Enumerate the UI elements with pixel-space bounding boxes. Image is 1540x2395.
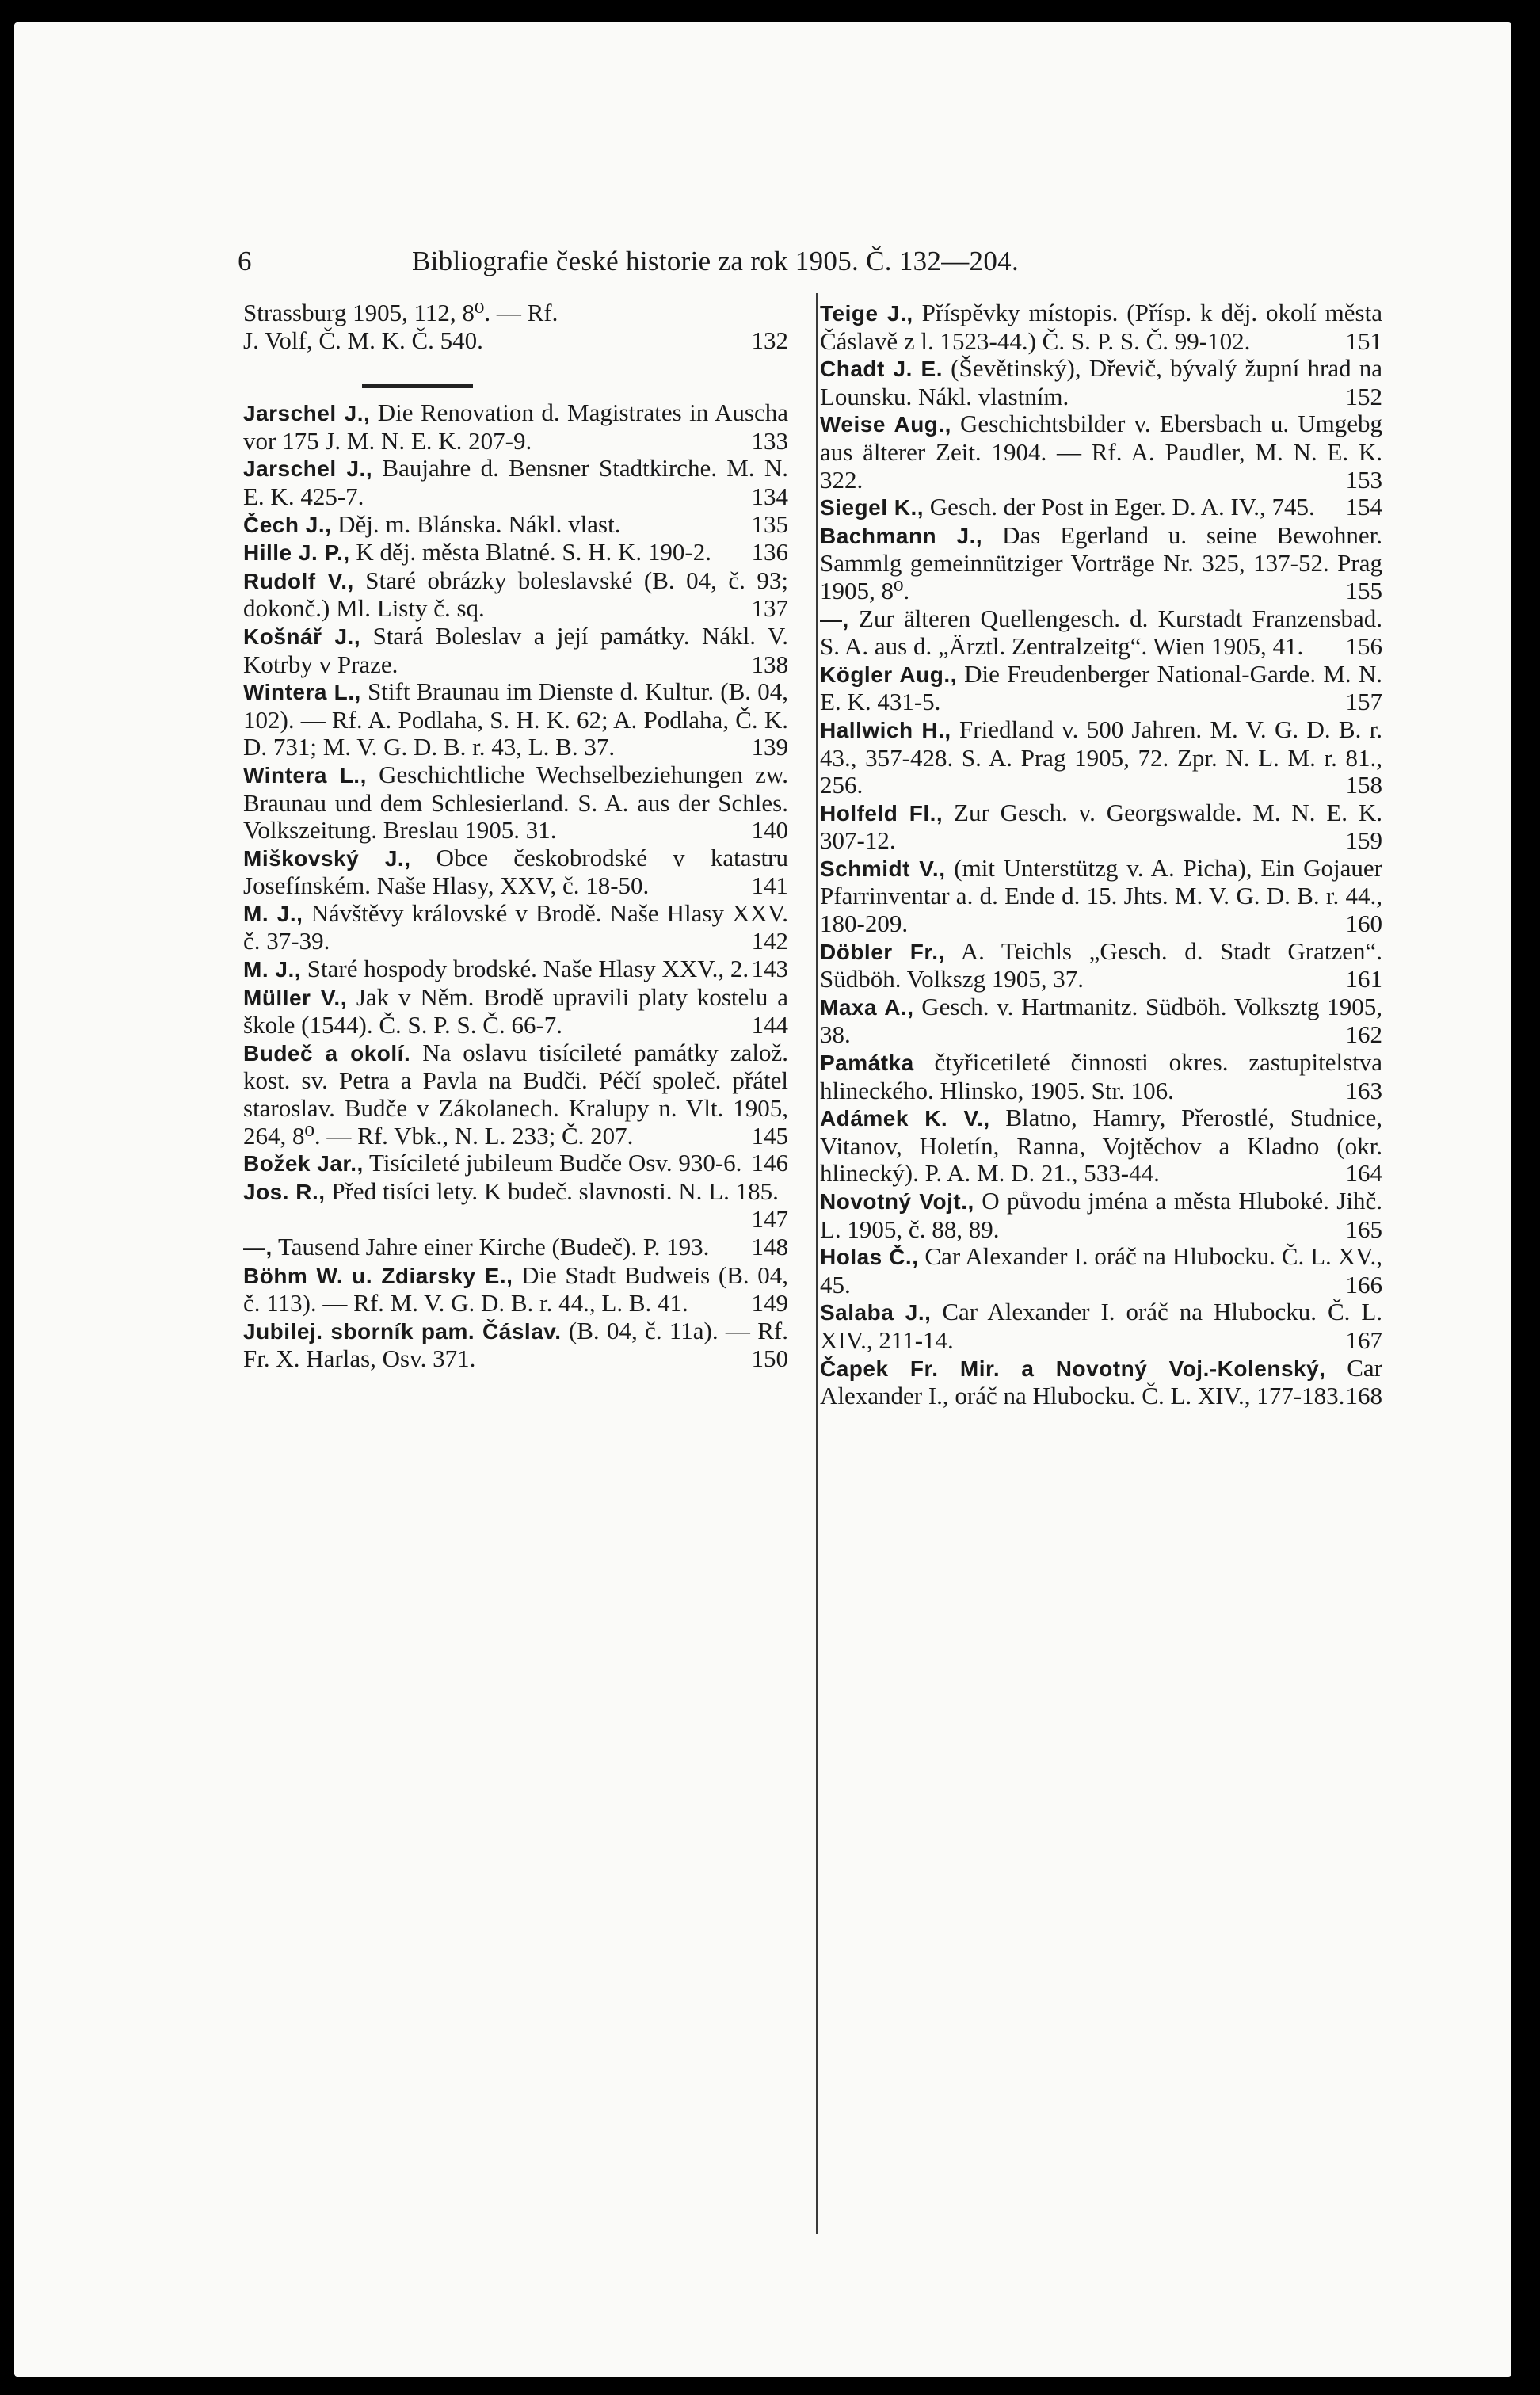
entry-author: Jubilej. sborník pam. Čáslav. bbox=[243, 1318, 562, 1344]
entry-number: 136 bbox=[751, 538, 788, 566]
bibliography-entry bbox=[243, 845, 788, 900]
entry-text: Stift Braunau im Dienste d. Kultur. (B. 04, 102). — Rf. A. Podlaha, S. H. K. 62; A. Podlaha, Č. K. D. 731; M. V. G. D. B. r. 43, L. B. 37. bbox=[243, 677, 788, 761]
entry-author: Čech J., bbox=[243, 512, 332, 537]
entry-number: 151 bbox=[1345, 326, 1382, 355]
entry-text: Obce českobrodské v katastru Josefínském. Naše Hlasy, XXV, č. 18-50. bbox=[243, 843, 788, 900]
entry-number: 133 bbox=[751, 426, 788, 455]
bibliography-entry bbox=[243, 1234, 788, 1262]
page-number: 6 bbox=[238, 246, 252, 276]
bibliography-entry bbox=[820, 1049, 1382, 1104]
entry-author: —, bbox=[243, 1235, 273, 1260]
entry-author: Novotný Vojt., bbox=[820, 1189, 974, 1214]
entry-text: Car Alexander I. oráč na Hlubocku. Č. L. XV., 45. bbox=[820, 1242, 1382, 1299]
entry-number: 148 bbox=[751, 1233, 788, 1260]
entry-text: Friedland v. 500 Jahren. M. V. G. D. B. r. 43., 357-428. S. A. Prag 1905, 72. Zpr. N. L. M. r. 81., 256. bbox=[820, 715, 1382, 799]
bibliography-entry bbox=[243, 955, 788, 984]
entry-author: Budeč a okolí. bbox=[243, 1040, 411, 1066]
bibliography-entry bbox=[820, 993, 1382, 1049]
entry-text: Děj. m. Blánska. Nákl. vlast. bbox=[337, 509, 621, 538]
entry-number: 158 bbox=[1345, 771, 1382, 799]
entry-number: 165 bbox=[1345, 1215, 1382, 1243]
bibliography-entry bbox=[820, 661, 1382, 716]
running-title: Bibliografie české historie za rok 1905. Č. 132—204. bbox=[412, 246, 1019, 276]
bibliography-entry bbox=[243, 455, 788, 510]
bibliography-entry bbox=[243, 1039, 788, 1150]
bibliography-entry bbox=[243, 539, 788, 567]
entry-author: Holas Č., bbox=[820, 1245, 919, 1270]
bibliography-entry bbox=[820, 1355, 1382, 1410]
entry-author: Jarschel J., bbox=[243, 456, 373, 482]
entry-text: Die Stadt Budweis (B. 04, č. 113). — Rf. M. V. G. D. B. r. 44., L. B. 41. bbox=[243, 1260, 788, 1318]
entry-number: 140 bbox=[751, 816, 788, 845]
entry-text: Tausend Jahre einer Kirche (Budeč). P. 193. bbox=[277, 1233, 710, 1260]
entry-number: 142 bbox=[751, 927, 788, 955]
bibliography-entry bbox=[243, 1318, 788, 1373]
entry-text: Das Egerland u. seine Bewohner. Sammlg gemeinnütziger Vorträge Nr. 325, 137-52. Prag 1905, 8⁰. bbox=[820, 521, 1382, 604]
entry-author: Miškovský J., bbox=[243, 845, 411, 871]
entry-text: (mit Unterstützg v. A. Picha), Ein Gojauer Pfarrinventar a. d. Ende d. 15. Jhts. M. V. G. D. B. r. 44., 180-209. bbox=[820, 853, 1382, 938]
bibliography-entry bbox=[820, 938, 1382, 993]
entry-text: Baujahre d. Bensner Stadtkirche. M. N. E. K. 425-7. bbox=[243, 454, 788, 510]
entry-text: čtyřicetileté činnosti okres. zastupitelstva hlineckého. Hlinsko, 1905. Str. 106. bbox=[820, 1048, 1382, 1104]
entry-number: 144 bbox=[751, 1011, 788, 1039]
entry-number: 167 bbox=[1345, 1325, 1382, 1354]
entry-number: 156 bbox=[1345, 632, 1382, 661]
entry-text: Návštěvy královské v Brodě. Naše Hlasy XXV. č. 37-39. bbox=[243, 898, 789, 955]
entry-text: Strassburg 1905, 112, 8⁰. — Rf. bbox=[243, 299, 558, 326]
entry-text: Zur älteren Quellengesch. d. Kurstadt Franzensbad. S. A. aus d. „Ärztl. Zentralzeitg“. Wien 1905, 41. bbox=[820, 604, 1383, 661]
entry-number: 159 bbox=[1345, 826, 1382, 855]
bibliography-entry bbox=[243, 1178, 788, 1234]
entry-author: Košnář J., bbox=[243, 624, 361, 649]
bibliography-entry bbox=[820, 355, 1382, 410]
entry-author: Adámek K. V., bbox=[820, 1106, 990, 1131]
entry-number: 168 bbox=[1345, 1382, 1382, 1410]
entry-author: Maxa A., bbox=[820, 994, 914, 1020]
entry-text: Před tisíci lety. K budeč. slavnosti. N. L. 185. bbox=[331, 1177, 779, 1205]
entry-text: Die Renovation d. Magistrates in Auscha vor 175 J. M. N. E. K. 207-9. bbox=[243, 399, 788, 455]
bibliography-entry bbox=[243, 567, 788, 623]
bibliography-entry bbox=[820, 299, 1382, 355]
entry-author: Jos. R., bbox=[243, 1179, 326, 1204]
entry-author: Böhm W. u. Zdiarsky E., bbox=[243, 1263, 513, 1288]
entry-author: Wintera L., bbox=[243, 680, 361, 705]
entry-author: M. J., bbox=[243, 957, 302, 982]
entry-text: Tisícileté jubileum Budče Osv. 930-6. bbox=[369, 1149, 742, 1177]
right-column bbox=[820, 299, 1382, 1410]
bibliography-entry bbox=[243, 678, 788, 761]
bibliography-entry bbox=[820, 410, 1382, 494]
bibliography-entry bbox=[820, 716, 1382, 799]
entry-text: O původu jména a města Hluboké. Jihč. L. 1905, č. 88, 89. bbox=[820, 1187, 1382, 1243]
section-rule bbox=[362, 384, 473, 388]
entry-author: Kögler Aug., bbox=[820, 662, 957, 687]
entry-text: Gesch. v. Hartmanitz. Südböh. Volksztg 1905, 38. bbox=[820, 992, 1382, 1049]
entry-text: Stará Boleslav a její památky. Nákl. V. Kotrby v Praze. bbox=[243, 621, 788, 678]
entry-text: Gesch. der Post in Eger. D. A. IV., 745. bbox=[929, 493, 1315, 521]
entry-number: 162 bbox=[1345, 1020, 1382, 1049]
entry-author: Památka bbox=[820, 1051, 914, 1076]
entry-number: 150 bbox=[751, 1344, 788, 1373]
entry-text: Zur Gesch. v. Georgswalde. M. N. E. K. 307-12. bbox=[820, 798, 1383, 855]
entry-number: 132 bbox=[751, 326, 788, 354]
entry-number: 163 bbox=[1345, 1076, 1382, 1104]
entry-number: 153 bbox=[1345, 465, 1382, 494]
bibliography-entry bbox=[820, 799, 1382, 855]
bibliography-entry bbox=[820, 1188, 1382, 1243]
entry-text: K děj. města Blatné. S. H. K. 190-2. bbox=[356, 538, 711, 566]
entry-text: Geschichtliche Wechselbeziehungen zw. Braunau und dem Schlesierland. S. A. aus der Schles. Volkszeitung. Breslau 1905. 31. bbox=[243, 760, 789, 845]
entry-number: 145 bbox=[751, 1121, 788, 1150]
entry-text: (Ševětinský), Dřevič, bývalý župní hrad na Lounsku. Nákl. vlastním. bbox=[820, 354, 1382, 410]
entry-author: —, bbox=[820, 606, 849, 631]
entry-author: Chadt J. E. bbox=[820, 357, 943, 382]
entry-number: 164 bbox=[1345, 1159, 1382, 1188]
bibliography-entry bbox=[243, 511, 788, 540]
entry-author: Siegel K., bbox=[820, 495, 924, 521]
entry-number: 166 bbox=[1345, 1270, 1382, 1299]
entry-text: J. Volf, Č. M. K. Č. 540. bbox=[243, 326, 483, 354]
entry-number: 143 bbox=[751, 955, 788, 983]
entry-author: M. J., bbox=[243, 901, 303, 926]
entry-author: Bachmann J., bbox=[820, 523, 983, 548]
entry-author: Božek Jar., bbox=[243, 1151, 364, 1177]
entry-number: 161 bbox=[1345, 965, 1382, 993]
entry-text: Jak v Něm. Brodě upravili platy kostelu a škole (1544). Č. S. P. S. Č. 66-7. bbox=[243, 982, 789, 1039]
entry-text: Staré obrázky boleslavské (B. 04, č. 93; dokonč.) Ml. Listy č. sq. bbox=[243, 566, 788, 623]
entry-author: Schmidt V., bbox=[820, 856, 946, 881]
entry-text: Staré hospody brodské. Naše Hlasy XXV., 2. bbox=[307, 955, 749, 983]
bibliography-entry bbox=[820, 855, 1382, 938]
bibliography-entry bbox=[243, 299, 788, 327]
entry-author: Hallwich H., bbox=[820, 717, 951, 742]
entry-author: Hille J. P., bbox=[243, 540, 350, 566]
bibliography-entry bbox=[243, 1150, 788, 1178]
entry-number: 138 bbox=[751, 650, 788, 678]
bibliography-entry bbox=[243, 399, 788, 455]
entry-text: Příspěvky místopis. (Přísp. k děj. okolí města Čáslavě z l. 1523-44.) Č. S. P. S. Č. 99-102. bbox=[820, 299, 1382, 355]
entry-number: 135 bbox=[751, 509, 788, 538]
entry-number: 137 bbox=[751, 594, 788, 623]
entry-text: (B. 04, č. 11a). — Rf. Fr. X. Harlas, Osv. 371. bbox=[243, 1316, 789, 1373]
bibliography-entry bbox=[243, 623, 788, 678]
bibliography-entry bbox=[243, 900, 788, 955]
entry-author: Holfeld Fl., bbox=[820, 800, 943, 826]
bibliography-entry bbox=[243, 984, 788, 1039]
bibliography-entry bbox=[820, 605, 1382, 661]
entry-number: 147 bbox=[751, 1205, 788, 1234]
entry-author: Jarschel J., bbox=[243, 401, 371, 426]
entry-number: 149 bbox=[751, 1289, 788, 1318]
entry-number: 141 bbox=[751, 871, 788, 900]
entry-text: Car Alexander I. oráč na Hlubocku. Č. L. XIV., 211-14. bbox=[820, 1298, 1383, 1354]
entry-number: 146 bbox=[751, 1149, 788, 1177]
entry-author: Müller V., bbox=[243, 985, 347, 1010]
entry-text: A. Teichls „Gesch. d. Stadt Gratzen“. Südböh. Volkszg 1905, 37. bbox=[820, 936, 1382, 993]
entry-text: Geschichtsbilder v. Ebersbach u. Umgebg aus älterer Zeit. 1904. — Rf. A. Paudler, M. N. E. K. 322. bbox=[820, 410, 1382, 494]
bibliography-entry bbox=[243, 1262, 788, 1318]
entry-author: Rudolf V., bbox=[243, 568, 354, 593]
entry-number: 134 bbox=[751, 482, 788, 510]
entry-number: 152 bbox=[1345, 382, 1382, 410]
bibliography-entry bbox=[243, 327, 788, 355]
entry-number: 139 bbox=[751, 733, 788, 761]
entry-number: 155 bbox=[1345, 576, 1382, 604]
bibliography-entry bbox=[820, 1243, 1382, 1299]
entry-author: Teige J., bbox=[820, 301, 913, 326]
entry-author: Čapek Fr. Mir. a Novotný Voj.-Kolenský, bbox=[820, 1356, 1326, 1381]
entry-author: Weise Aug., bbox=[820, 412, 951, 437]
entry-text: Blatno, Hamry, Přerostlé, Studnice, Vitanov, Holetín, Ranna, Vojtěchov a Kladno (okr. hlinecký). P. A. M. D. 21., 533-44. bbox=[820, 1104, 1382, 1188]
bibliography-entry bbox=[820, 1299, 1382, 1354]
entry-text: Die Freudenberger National-Garde. M. N. E. K. 431-5. bbox=[820, 659, 1382, 716]
bibliography-entry bbox=[820, 522, 1382, 605]
column-divider bbox=[816, 293, 818, 2234]
entry-author: Salaba J., bbox=[820, 1300, 932, 1325]
bibliography-entry bbox=[820, 1104, 1382, 1188]
bibliography-entry bbox=[243, 761, 788, 845]
entry-number: 160 bbox=[1345, 910, 1382, 938]
left-column bbox=[243, 299, 788, 1373]
entry-author: Döbler Fr., bbox=[820, 939, 945, 964]
entry-text: Na oslavu tisícileté památky založ. kost. sv. Petra a Pavla na Budči. Péčí společ. přátel staroslav. Budče v Zákolanech. Kralupy n. Vlt. 1905, 264, 8⁰. — Rf. Vbk., N. L. 233; Č. 207. bbox=[243, 1038, 788, 1150]
entry-author: Wintera L., bbox=[243, 762, 367, 788]
entry-number: 157 bbox=[1345, 688, 1382, 716]
entry-number: 154 bbox=[1345, 493, 1382, 521]
entry-text: Car Alexander I., oráč na Hlubocku. Č. L. XIV., 177-183. bbox=[820, 1353, 1383, 1410]
bibliography-entry bbox=[820, 494, 1382, 522]
